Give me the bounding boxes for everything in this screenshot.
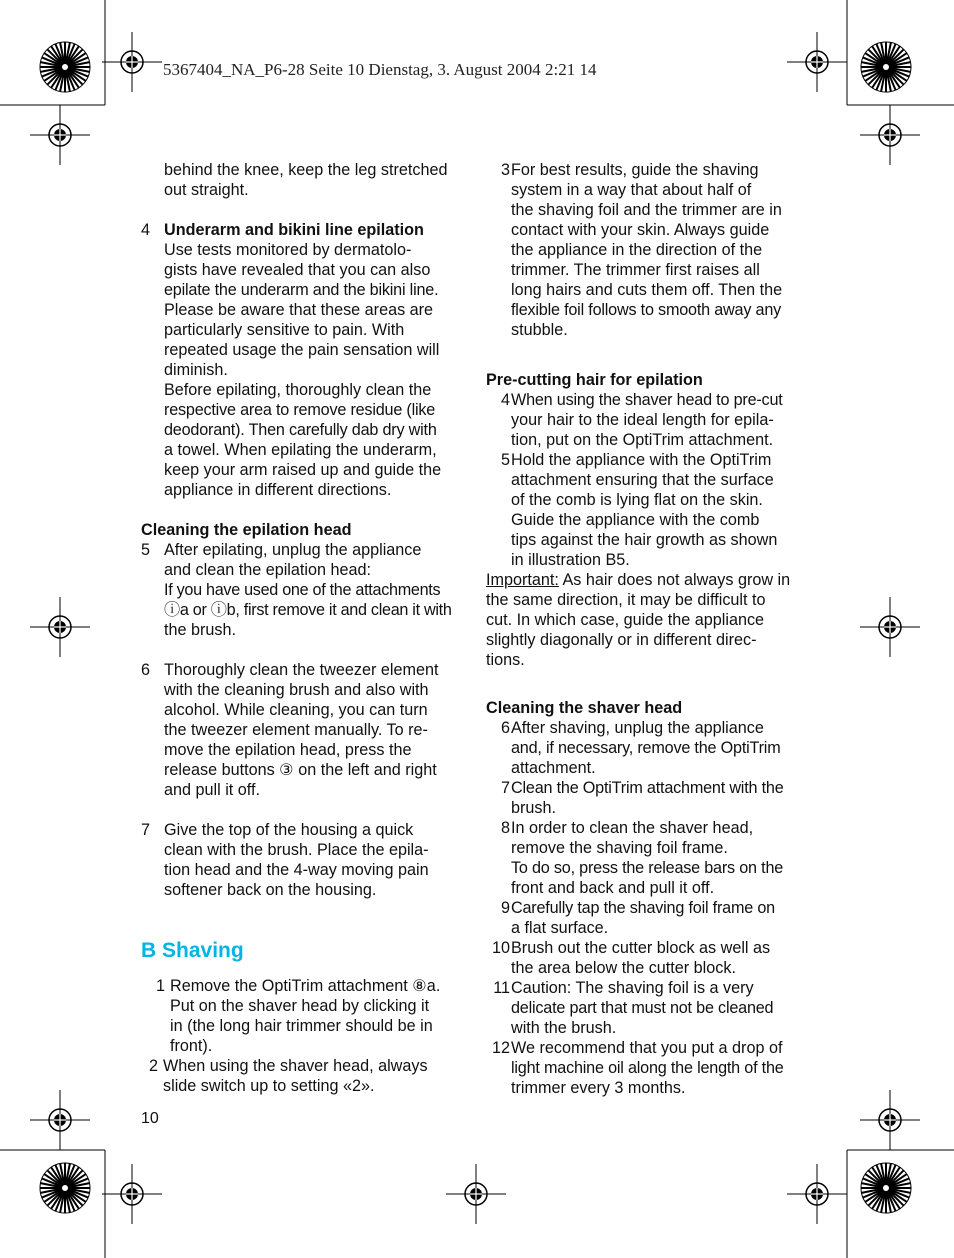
- text-line: Remove the OptiTrim attachment ⑧a.: [170, 977, 441, 995]
- text-line: Caution: The shaving foil is a very: [511, 979, 754, 997]
- text-line: in (the long hair trimmer should be in: [170, 1017, 433, 1035]
- list-item: [141, 540, 471, 640]
- important-label: Important:: [486, 571, 559, 589]
- text-line: respective area to remove residue (like: [164, 401, 436, 419]
- text-line: Guide the appliance with the comb: [511, 511, 760, 529]
- text-line: tions.: [486, 651, 525, 669]
- text-line: the tweezer element manually. To re-: [164, 721, 428, 739]
- text-line: the area below the cutter block.: [511, 959, 736, 977]
- text-line: behind the knee, keep the leg stretched: [164, 161, 448, 179]
- list-item: [141, 976, 471, 1056]
- text-line: attachment ensuring that the surface: [511, 471, 774, 489]
- text-line: out straight.: [164, 181, 249, 199]
- text-line: the same direction, it may be difficult to: [486, 591, 766, 609]
- text-line: Before epilating, thoroughly clean the: [164, 381, 432, 399]
- text-line: diminish.: [164, 361, 228, 379]
- text-line: attachment.: [511, 759, 596, 777]
- text-line: delicate part that must not be cleaned: [511, 999, 774, 1017]
- text-line: slightly diagonally or in different direc-: [486, 631, 757, 649]
- item-number: 6: [500, 719, 510, 737]
- list-item: [141, 820, 471, 900]
- text-line: Thoroughly clean the tweezer element: [164, 661, 439, 679]
- text-line: in illustration B5.: [511, 551, 630, 569]
- text-line: After shaving, unplug the appliance: [511, 719, 764, 737]
- text-line: of the comb is lying flat on the skin.: [511, 491, 763, 509]
- text-line: keep your arm raised up and guide the: [164, 461, 442, 479]
- list-item: [141, 220, 471, 500]
- text-line: clean with the brush. Place the epila-: [164, 841, 429, 859]
- text-line: alcohol. While cleaning, you can turn: [164, 701, 428, 719]
- text-line: appliance in different directions.: [164, 481, 392, 499]
- item-number: 6: [141, 661, 151, 679]
- text-line: To do so, press the release bars on the: [511, 859, 784, 877]
- text-line: front).: [170, 1037, 213, 1055]
- item-number: 7: [141, 821, 151, 839]
- list-item: [141, 1056, 471, 1096]
- text-line: move the epilation head, press the: [164, 741, 412, 759]
- text-line: If you have used one of the attachments: [164, 581, 441, 599]
- text-line: and pull it off.: [164, 781, 260, 799]
- text-line: brush.: [511, 799, 556, 817]
- text-line: particularly sensitive to pain. With: [164, 321, 405, 339]
- item-number: 5: [141, 541, 151, 559]
- text-line: For best results, guide the shaving: [511, 161, 759, 179]
- list-item: [486, 978, 816, 1038]
- text-line: We recommend that you put a drop of: [511, 1039, 783, 1057]
- section-heading: Cleaning the shaver head: [486, 699, 683, 717]
- text-line: with the brush.: [511, 1019, 617, 1037]
- item-number: 8: [500, 819, 510, 837]
- item-number: 3: [500, 161, 510, 179]
- text-line: and, if necessary, remove the OptiTrim: [511, 739, 781, 757]
- text-line: the shaving foil and the trimmer are in: [511, 201, 782, 219]
- page-number: 10: [141, 1110, 159, 1127]
- item-number: 4: [500, 391, 510, 409]
- list-item: [486, 1038, 816, 1098]
- item-title: Underarm and bikini line epilation: [164, 221, 424, 239]
- text-line: tion, put on the OptiTrim attachment.: [511, 431, 774, 449]
- list-item: [486, 450, 816, 570]
- text-line: When using the shaver head to pre-cut: [511, 391, 783, 409]
- text-line: long hairs and cuts them off. Then the: [511, 281, 783, 299]
- text-line: contact with your skin. Always guide: [511, 221, 770, 239]
- text-line: trimmer every 3 months.: [511, 1079, 686, 1097]
- section-heading: Pre-cutting hair for epilation: [486, 371, 703, 389]
- item-number: 11: [493, 979, 510, 997]
- text-line: your hair to the ideal length for epila-: [511, 411, 774, 429]
- text-line: tips against the hair growth as shown: [511, 531, 778, 549]
- text-line: light machine oil along the length of the: [511, 1059, 784, 1077]
- text-line: Put on the shaver head by clicking it: [170, 997, 430, 1015]
- text-line: flexible foil follows to smooth away any: [511, 301, 782, 319]
- text-line: with the cleaning brush and also with: [164, 681, 429, 699]
- text-line: gists have revealed that you can also: [164, 261, 431, 279]
- print-header: 5367404_NA_P6-28 Seite 10 Dienstag, 3. August 2004 2:21 14: [163, 60, 597, 79]
- text-line: tion head and the 4-way moving pain: [164, 861, 429, 879]
- section-title: B Shaving: [141, 939, 244, 962]
- starburst-top-left: [40, 42, 90, 92]
- item-number: 10: [491, 939, 510, 957]
- text-line: release buttons ③ on the left and right: [164, 761, 437, 779]
- text-line: Brush out the cutter block as well as: [511, 939, 771, 957]
- text-line: a towel. When epilating the underarm,: [164, 441, 437, 459]
- item-number: 5: [500, 451, 510, 469]
- important-note: [486, 570, 816, 590]
- item-number: 2: [148, 1057, 158, 1075]
- text-line: cut. In which case, guide the appliance: [486, 611, 765, 629]
- item-number: 4: [141, 221, 151, 239]
- text-line: repeated usage the pain sensation will: [164, 341, 440, 359]
- item-number: 7: [500, 779, 510, 797]
- item-number: 12: [491, 1039, 510, 1057]
- text-line: Please be aware that these areas are: [164, 301, 434, 319]
- list-item: [486, 898, 816, 938]
- text-line: the brush.: [164, 621, 236, 639]
- text-line: Clean the OptiTrim attachment with the: [511, 779, 784, 797]
- item-number: 9: [500, 899, 510, 917]
- list-item: [486, 818, 816, 898]
- shaver-cleaning-list: [486, 718, 816, 1098]
- text-line: Hold the appliance with the OptiTrim: [511, 451, 772, 469]
- text-line: When using the shaver head, always: [163, 1057, 428, 1075]
- text-line: a flat surface.: [511, 919, 609, 937]
- list-item: [141, 660, 471, 800]
- text-line: epilate the underarm and the bikini line.: [164, 281, 439, 299]
- list-item: [486, 160, 816, 340]
- text-line: and clean the epilation head:: [164, 561, 372, 579]
- left-column: [141, 160, 471, 1096]
- list-item: [486, 718, 816, 778]
- text-line: In order to clean the shaver head,: [511, 819, 754, 837]
- text-line: Carefully tap the shaving foil frame on: [511, 899, 775, 917]
- text-line: system in a way that about half of: [511, 181, 752, 199]
- item-number: 1: [155, 977, 165, 995]
- text-line: Give the top of the housing a quick: [164, 821, 414, 839]
- text-line: the appliance in the direction of the: [511, 241, 763, 259]
- right-column: [486, 160, 816, 1098]
- text-line: stubble.: [511, 321, 568, 339]
- section-heading: Cleaning the epilation head: [141, 521, 352, 539]
- text-line: remove the shaving foil frame.: [511, 839, 728, 857]
- text-line: After epilating, unplug the appliance: [164, 541, 422, 559]
- text-line: Use tests monitored by dermatolo-: [164, 241, 412, 259]
- text-line: ⓘa or ⓘb, first remove it and clean it with: [164, 601, 452, 619]
- list-item: [486, 778, 816, 818]
- list-item: [486, 938, 816, 978]
- list-item: [486, 390, 816, 450]
- text-line: front and back and pull it off.: [511, 879, 715, 897]
- text-line: As hair does not always grow in: [558, 571, 791, 589]
- text-line: trimmer. The trimmer first raises all: [511, 261, 760, 279]
- text-line: softener back on the housing.: [164, 881, 377, 899]
- text-line: slide switch up to setting «2».: [163, 1077, 375, 1095]
- text-line: deodorant). Then carefully dab dry with: [164, 421, 437, 439]
